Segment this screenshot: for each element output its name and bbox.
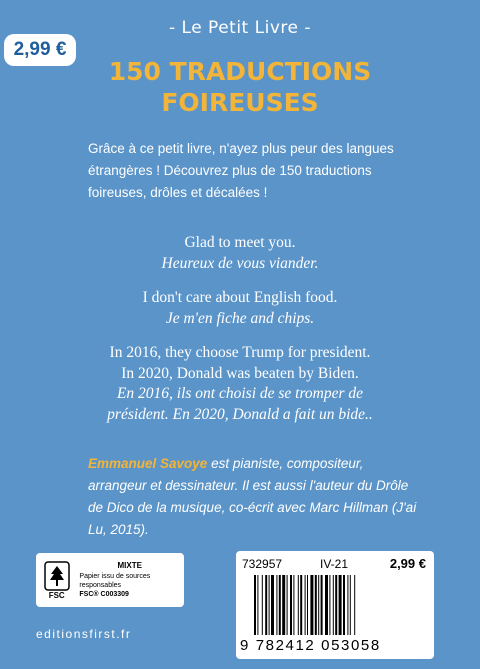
example-1-english: Glad to meet you. (184, 234, 296, 251)
book-title (0, 56, 480, 118)
example-3-english: In 2016, they choose Trump for president. In 2020, Donald was beaten by Biden. (109, 344, 371, 382)
example-2-english: I don't care about English food. (142, 289, 338, 306)
example-2 (0, 288, 480, 329)
fsc-text (79, 561, 180, 599)
barcode-image (254, 575, 418, 637)
fsc-mixte: MIXTE (117, 561, 142, 570)
publisher-website: editionsfirst.fr (36, 627, 132, 641)
example-3 (105, 343, 375, 425)
title-line-2: FOIREUSES (161, 88, 319, 117)
author-bio (88, 453, 418, 541)
fsc-description: Papier issu de sources responsables (79, 573, 151, 589)
fsc-certificate: FSC® C003309 (79, 591, 129, 598)
fsc-label (36, 553, 184, 607)
fsc-logo-label: FSC (48, 590, 65, 600)
author-bio-text: est pianiste, compositeur, arrangeur et dessinateur. Il est aussi l'auteur du Drôle de Dico de la musique, co-écrit avec Marc Hillman (J'ai Lu, 2015). (88, 456, 417, 537)
author-name: Emmanuel Savoye (88, 456, 208, 471)
price-tag: 2,99 € (4, 34, 76, 66)
fsc-logo (40, 556, 73, 604)
example-1-french: Heureux de vous viander. (161, 254, 319, 272)
barcode-price: 2,99 € (389, 556, 426, 571)
barcode-digits: 9 782412 053058 (240, 637, 381, 654)
title-line-1: 150 TRADUCTIONS (108, 57, 372, 86)
intro-text: Grâce à ce petit livre, n'ayez plus peur des langues étrangères ! Découvrez plus de 150 traductions foireuses, drôles et décalées ! (88, 141, 394, 200)
fsc-tree-icon (44, 561, 70, 591)
barcode-code: IV-21 (320, 557, 349, 571)
barcode-ref: 732957 (242, 557, 283, 571)
barcode-box (236, 551, 434, 659)
example-1 (0, 233, 480, 274)
translation-examples (0, 233, 480, 425)
example-3-french: En 2016, ils ont choisi de se tromper de président. En 2020, Donald a fait un bide.. (107, 385, 373, 423)
series-name: - Le Petit Livre - (168, 18, 311, 38)
example-2-french: Je m'en fiche and chips. (165, 309, 315, 327)
